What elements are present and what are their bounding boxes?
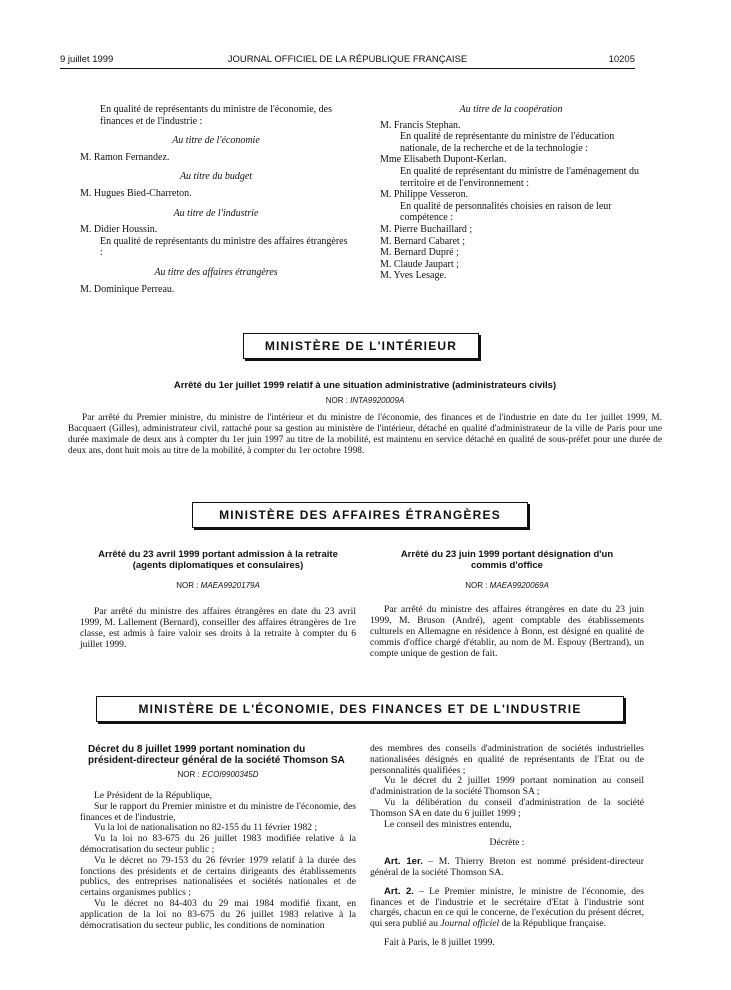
member-economie: M. Ramon Fernandez. xyxy=(80,151,170,163)
visa-paragraph: Vu la loi no 83-675 du 26 juillet 1983 modifiée relative à la démocratisation du secteur public ; xyxy=(80,833,356,855)
header-rule xyxy=(60,68,635,69)
article-1-label: Art. 1er. xyxy=(384,856,423,868)
nor-reference xyxy=(80,581,356,590)
section-interieur xyxy=(68,381,662,457)
signature-date: Fait à Paris, le 8 juillet 1999. xyxy=(384,936,495,948)
nor-label: NOR : xyxy=(176,581,199,590)
nor-label: NOR : xyxy=(325,395,348,405)
affaires-left-article xyxy=(80,550,356,650)
decrete-line: Décrète : xyxy=(489,837,525,849)
nor-label: NOR : xyxy=(177,770,200,779)
visa-paragraph: Vu la loi de nationalisation no 82-155 du 11 février 1982 ; xyxy=(94,822,318,834)
article-2-journal: Journal officiel xyxy=(440,918,500,930)
arrete-title: Arrêté du 23 avril 1999 portant admission à la retraite (agents diplomatiques et consulaires) xyxy=(98,549,338,571)
member-line: En qualité de personnalités choisies en raison de leur compétence : xyxy=(400,200,612,224)
section-banner-interieur: MINISTÈRE DE L'INTÉRIEUR xyxy=(243,333,479,359)
visa-paragraph: Vu le décret no 84-403 du 29 mai 1984 modifié fixant, en application de la loi no 83-675 du 26 juillet 1983 relative à la démocratisation du secteur public, les conditions de nomination xyxy=(80,897,356,931)
decret-right-column xyxy=(370,744,644,949)
section-banner-economie: MINISTÈRE DE L'ÉCONOMIE, DES FINANCES ET DE L'INDUSTRIE xyxy=(96,696,624,722)
decret-visas-left xyxy=(80,791,356,931)
visa-paragraph: des membres des conseils d'administration de sociétés industrielles nationalisées désignés en qualité de représentants de l'Etat ou de personnalités qualifiées ; xyxy=(370,743,644,776)
arrete-title: Arrêté du 23 juin 1999 portant désignation d'un commis d'office xyxy=(400,549,614,571)
visa-paragraph: Vu le décret du 2 juillet 1999 portant nomination au conseil d'administration de la société Thomson SA ; xyxy=(370,775,644,798)
member-line: M. Francis Stephan. xyxy=(380,119,461,131)
arrete-title: Arrêté du 1er juillet 1999 relatif à une situation administrative (administrateurs civils) xyxy=(173,380,557,391)
member-industrie: M. Didier Houssin. xyxy=(80,224,158,236)
top-left-column xyxy=(80,104,352,295)
article-1 xyxy=(370,857,644,879)
nor-code: INTA9920009A xyxy=(350,395,405,405)
member-line: En qualité de représentante du ministre de l'éducation nationale, de la recherche et de la technologie : xyxy=(400,131,615,154)
visa-paragraph: Sur le rapport du Premier ministre et du ministre de l'économie, des finances et de l'industrie, xyxy=(80,800,356,823)
top-right-column xyxy=(380,104,642,282)
member-affaires: M. Dominique Perreau. xyxy=(80,283,175,295)
member-line: En qualité de représentant du ministre de l'aménagement du territoire et de l'environnement : xyxy=(400,165,639,189)
article-2-text-b: de la République française. xyxy=(499,918,607,930)
article-1-text: – M. Thierry Breton est nommé président-directeur général de la société Thomson SA. xyxy=(370,856,644,878)
arrete-body: Par arrêté du ministre des affaires étrangères en date du 23 avril 1999, M. Lallement (Bernard), conseiller des affaires étrangères de 1re classe, est admis à faire valoir ses droits à la retraite à compter du 6 juillet 1999. xyxy=(80,606,356,650)
member-line: M. Philippe Vesseron. xyxy=(380,189,469,201)
decret-left-column xyxy=(80,744,356,931)
nor-code: MAEA9920179A xyxy=(200,581,260,590)
intro2-paragraph: En qualité de représentants du ministre des affaires étrangères : xyxy=(100,235,348,259)
nor-reference xyxy=(370,581,644,590)
header-date: 9 juillet 1999 xyxy=(60,54,114,65)
member-line: M. Pierre Buchaillard ; xyxy=(380,223,473,235)
article-2-label: Art. 2. xyxy=(384,885,414,897)
affaires-right-article xyxy=(370,550,644,659)
visa-paragraph: Le Président de la République, xyxy=(94,790,213,801)
group-heading-industrie: Au titre de l'industrie xyxy=(173,207,259,219)
nor-label: NOR : xyxy=(465,581,488,590)
group-heading-affaires: Au titre des affaires étrangères xyxy=(154,266,278,278)
member-line: Mme Elisabeth Dupont-Kerlan. xyxy=(380,154,507,166)
section-banner-affaires: MINISTÈRE DES AFFAIRES ÉTRANGÈRES xyxy=(192,502,528,528)
member-line: M. Bernard Dupré ; xyxy=(380,247,459,259)
header-page-number: 10205 xyxy=(608,54,635,65)
intro-paragraph: En qualité de représentants du ministre de l'économie, des finances et de l'industrie : xyxy=(100,104,333,127)
nor-reference xyxy=(80,770,356,779)
article-2-text-a: – Le Premier ministre, le ministre de l'économie, des finances et de l'industrie et le secrétaire d'Etat à l'industrie sont chargés, chacun en ce qui le concerne, de l'exécution du présent décret, qui sera publié au xyxy=(370,885,644,930)
group-heading-budget: Au titre du budget xyxy=(179,171,253,183)
nor-reference xyxy=(68,396,662,405)
article-2 xyxy=(370,887,644,930)
visa-paragraph: Vu la délibération du conseil d'administration de la société Thomson SA en date du 6 juillet 1999 ; xyxy=(370,796,644,819)
nor-code: ECOI9900345D xyxy=(201,770,259,779)
arrete-body: Par arrêté du Premier ministre, du ministre de l'intérieur et du ministre de l'économie, des finances et de l'industrie en date du 1er juillet 1999, M. Bacquaert (Gilles), administrateur civil, rattaché pour sa gestion au ministère de l'intérieur, détaché en qualité d'administrateur de la ville de Paris pour une durée maximale de deux ans à compter du 1er juin 1997 au titre de la mobilité, est maintenu en service détaché en qualité de sous-préfet pour une durée de deux ans, dont huit mois au titre de la mobilité, à compter du 1er octobre 1998. xyxy=(68,412,662,456)
group-heading-cooperation: Au titre de la coopération xyxy=(459,104,563,115)
arrete-body: Par arrêté du ministre des affaires étrangères en date du 23 juin 1999, M. Bruson (André), agent comptable des établissements culturels en Allemagne en résidence à Bonn, est désigné en qualité de commis d'office chargé d'établir, au nom de M. Espouy (Bertrand), un compte unique de gestion de fait. xyxy=(370,604,644,659)
member-line: M. Yves Lesage. xyxy=(380,270,447,282)
nor-code: MAEA9920069A xyxy=(489,581,549,590)
group-heading-economie: Au titre de l'économie xyxy=(172,135,260,147)
header-journal-title: JOURNAL OFFICIEL DE LA RÉPUBLIQUE FRANÇAISE xyxy=(227,54,468,65)
member-line: M. Claude Jaupart ; xyxy=(380,258,459,270)
member-line: M. Bernard Cabaret ; xyxy=(380,235,465,247)
visa-paragraph: Le conseil des ministres entendu, xyxy=(384,818,512,830)
member-budget: M. Hugues Bied-Charreton. xyxy=(80,187,192,199)
decret-title: Décret du 8 juillet 1999 portant nomination du président-directeur général de la société Thomson SA xyxy=(88,744,345,766)
visa-paragraph: Vu le décret no 79-153 du 26 février 1979 relatif à la durée des fonctions des présidents et de certains dirigeants des établissements publics, des entreprises nationalisées et sociétés nationales et de certains organismes publics ; xyxy=(80,854,356,899)
